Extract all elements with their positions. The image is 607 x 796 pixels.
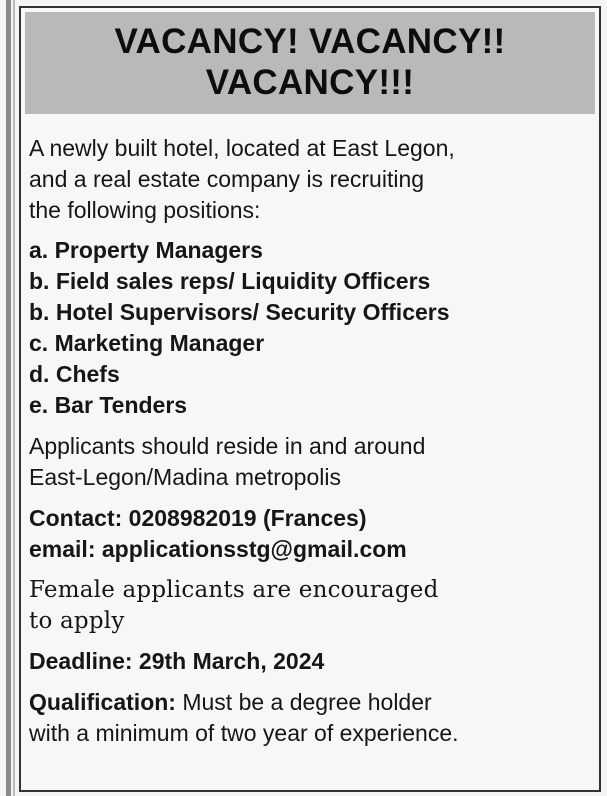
position-item: b. Field sales reps/ Liquidity Officers — [29, 268, 431, 294]
headline-line-2: VACANCY!!! — [205, 63, 415, 102]
intro-paragraph — [29, 133, 597, 226]
qualification-label: Qualification: — [29, 689, 176, 715]
positions-list — [29, 235, 597, 421]
residence-line-1: Applicants should reside in and around — [29, 433, 426, 459]
contact-block — [29, 503, 597, 565]
intro-line-3: the following positions: — [29, 197, 261, 223]
qualification-line-1-text: Must be a degree holder — [175, 689, 432, 715]
column-rule-thin — [13, 0, 15, 796]
residence-paragraph — [29, 431, 597, 493]
deadline: Deadline: 29th March, 2024 — [29, 648, 325, 674]
encouragement-line-2: to apply — [29, 608, 125, 634]
contact-email: email: applicationsstg@gmail.com — [29, 536, 407, 562]
intro-line-2: and a real estate company is recruiting — [29, 166, 425, 192]
residence-line-2: East-Legon/Madina metropolis — [29, 464, 341, 490]
position-item: a. Property Managers — [29, 237, 263, 263]
position-item: d. Chefs — [29, 361, 120, 387]
column-rule — [6, 0, 11, 796]
position-item: b. Hotel Supervisors/ Security Officers — [29, 299, 450, 325]
female-applicants-note — [29, 575, 597, 637]
position-item: e. Bar Tenders — [29, 392, 188, 418]
headline-banner — [25, 12, 595, 114]
contact-phone: Contact: 0208982019 (Frances) — [29, 505, 367, 531]
qualification-line-2: with a minimum of two year of experience. — [29, 720, 459, 746]
encouragement-line-1: Female applicants are encouraged — [29, 577, 439, 603]
advert-body — [29, 133, 597, 749]
position-item: c. Marketing Manager — [29, 330, 265, 356]
qualification-line-1 — [29, 687, 597, 718]
intro-line-1: A newly built hotel, located at East Legon, — [29, 135, 455, 161]
headline-line-1: VACANCY! VACANCY!! — [114, 22, 506, 61]
qualification-paragraph — [29, 687, 597, 749]
